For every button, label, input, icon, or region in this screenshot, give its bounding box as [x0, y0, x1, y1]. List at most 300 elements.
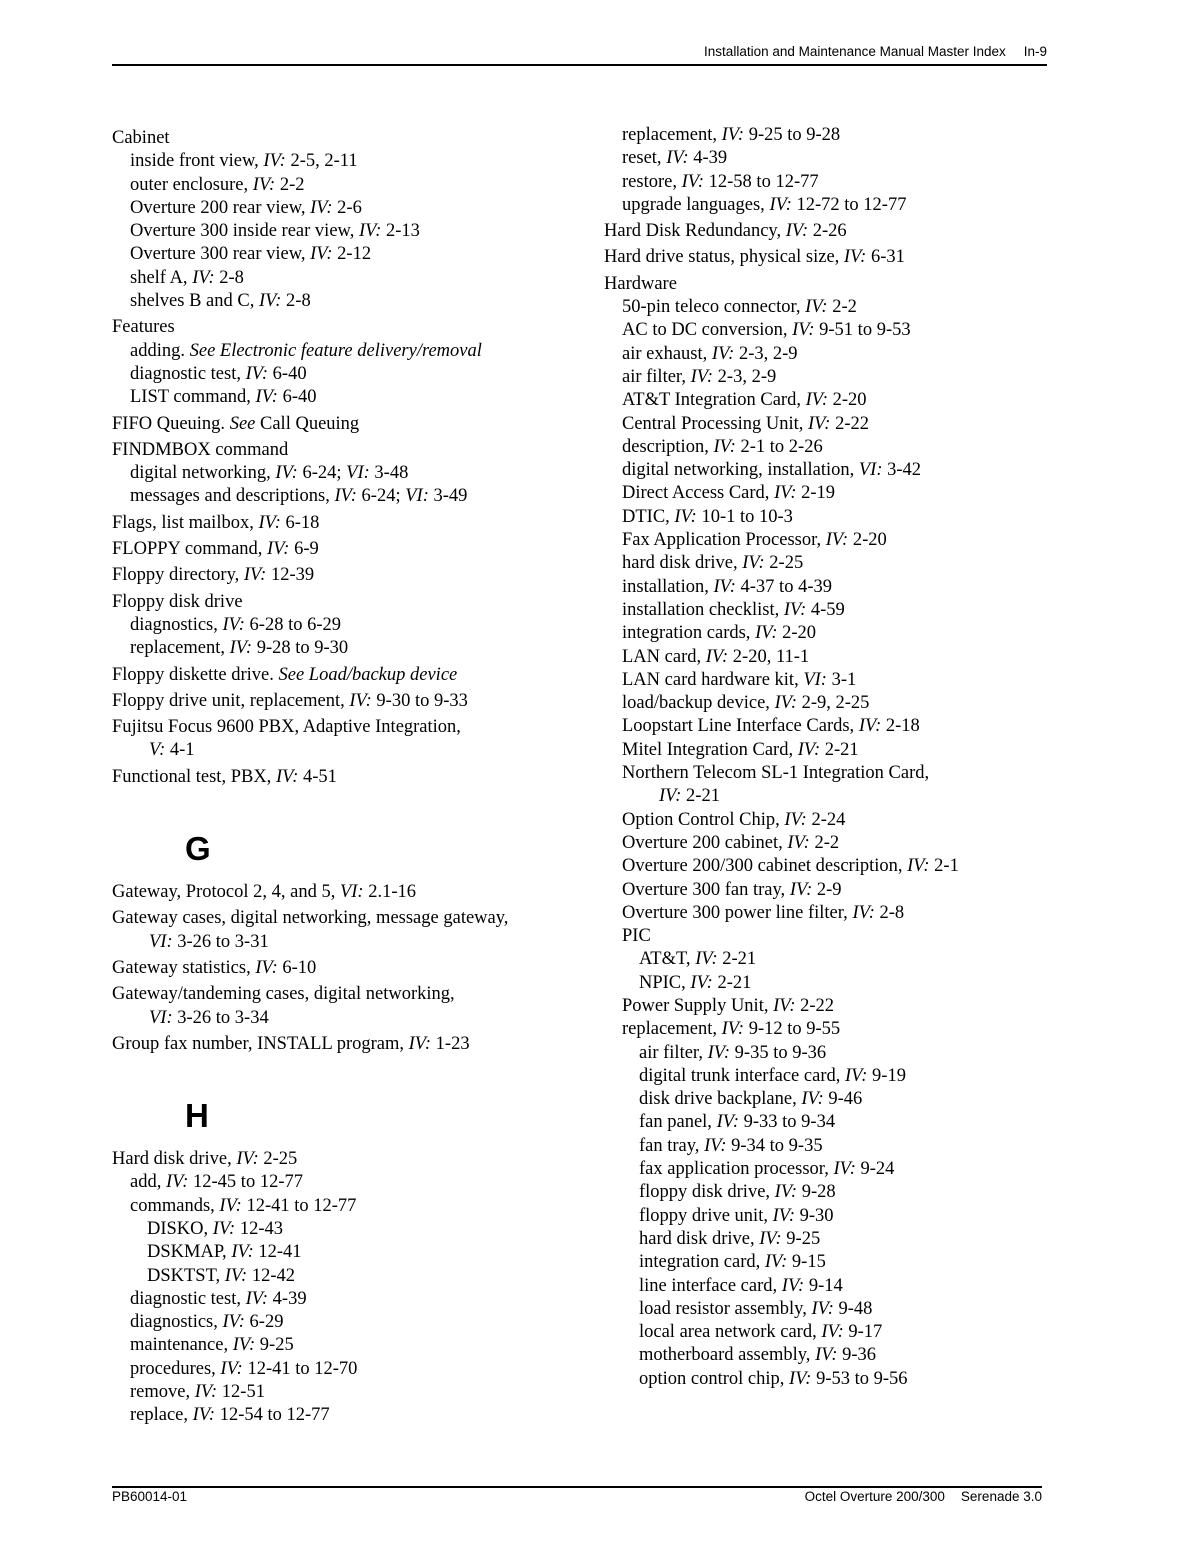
index-entry — [112, 340, 582, 363]
index-entry — [604, 1042, 1034, 1065]
entry-page-ref: 4-51 — [298, 766, 337, 787]
entry-page-ref: 12-58 to 12-77 — [704, 171, 819, 192]
entry-term: PIC — [622, 926, 651, 947]
entry-term: air filter, — [622, 366, 691, 387]
entry-term: Overture 200 cabinet, — [622, 832, 788, 853]
entry-term: Overture 300 rear view, — [130, 244, 311, 265]
entry-page-ref: 9-53 to 9-56 — [811, 1368, 908, 1389]
entry-term: Hardware — [604, 273, 677, 294]
entry-term: replacement, — [622, 1019, 722, 1040]
index-entry — [112, 637, 582, 660]
entry-term: Gateway statistics, — [112, 957, 256, 978]
index-entry — [112, 564, 582, 587]
entry-volume: IV: — [255, 957, 278, 978]
entry-page-ref: 4-37 to 4-39 — [735, 576, 832, 597]
entry-volume: IV: — [222, 1312, 245, 1333]
entry-volume: IV: — [805, 297, 828, 318]
entry-term: LIST command, — [130, 387, 256, 408]
index-entry — [604, 1275, 1034, 1298]
entry-page-ref: 9-51 to 9-53 — [814, 320, 911, 341]
entry-volume: IV: — [165, 1172, 189, 1193]
entry-volume: IV: — [907, 856, 930, 877]
entry-term: Features — [112, 317, 175, 338]
entry-page-ref: 2-24 — [806, 809, 846, 830]
entry-term: load/backup device, — [622, 693, 775, 714]
entry-volume: IV: — [784, 809, 807, 830]
index-entry — [604, 552, 1034, 575]
index-entry — [112, 220, 582, 243]
index-entry — [112, 591, 582, 614]
entry-term: Direct Access Card, — [622, 483, 775, 504]
entry-volume: IV: — [811, 1298, 834, 1319]
entry-term: air exhaust, — [622, 343, 712, 364]
index-entry-continuation — [604, 785, 1034, 808]
entry-term: remove, — [130, 1382, 195, 1403]
entry-volume: IV: — [821, 1322, 844, 1343]
index-entry — [604, 1205, 1034, 1228]
entry-page-ref: 6-10 — [277, 957, 317, 978]
entry-term: Overture 300 fan tray, — [622, 879, 790, 900]
entry-term: fan tray, — [639, 1135, 705, 1156]
entry-volume: VI: — [346, 463, 370, 484]
index-entry — [604, 925, 1034, 948]
entry-volume: IV: — [815, 1345, 838, 1366]
index-entry — [604, 171, 1034, 194]
entry-page-ref: 2-19 — [796, 483, 836, 504]
entry-page-ref: 4-1 — [165, 740, 195, 761]
entry-volume: IV: — [721, 125, 745, 145]
entry-volume: IV: — [212, 1218, 236, 1239]
entry-term: digital trunk interface card, — [639, 1065, 845, 1086]
entry-page-ref: 2-13 — [381, 221, 420, 242]
entry-volume: IV: — [334, 486, 357, 507]
entry-page-ref: 2-21 — [717, 949, 757, 970]
entry-term: DSKMAP, — [147, 1242, 232, 1263]
index-entry — [112, 512, 582, 535]
entry-volume: VI: — [149, 931, 173, 952]
entry-page-ref: 9-24 — [855, 1159, 895, 1180]
entry-volume: IV: — [222, 614, 245, 635]
index-entry-continuation — [112, 931, 582, 954]
index-entry — [112, 197, 582, 220]
entry-page-ref: 6-24; — [356, 486, 406, 507]
entry-volume: IV: — [772, 1205, 796, 1226]
index-entry — [604, 413, 1034, 436]
index-entry — [112, 267, 582, 290]
index-entry — [604, 902, 1034, 925]
entry-term: add, — [130, 1172, 166, 1193]
entry-term: FLOPPY command, — [112, 539, 268, 560]
entry-page-ref: 12-54 to 12-77 — [215, 1405, 330, 1426]
index-entry — [112, 386, 582, 409]
index-entry — [604, 995, 1034, 1018]
entry-term: description, — [622, 436, 714, 457]
entry-term: Hard Disk Redundancy, — [604, 221, 786, 242]
entry-volume: VI: — [149, 1007, 173, 1028]
index-entry — [604, 1344, 1034, 1367]
entry-volume: IV: — [220, 1358, 243, 1379]
index-entry — [112, 485, 582, 508]
entry-page-ref: 9-28 — [797, 1182, 836, 1203]
index-entry — [112, 907, 582, 930]
entry-volume: IV: — [792, 320, 815, 341]
entry-page-ref: 9-33 to 9-34 — [738, 1112, 836, 1133]
entry-page-ref: 12-45 to 12-77 — [188, 1172, 303, 1193]
entry-term: Hard disk drive, — [112, 1149, 237, 1170]
index-entry — [604, 972, 1034, 995]
index-entry — [112, 716, 582, 739]
entry-page-ref: 2-8 — [281, 291, 311, 312]
entry-volume: IV: — [707, 1042, 731, 1063]
index-entry — [604, 147, 1034, 170]
entry-page-ref: 3-49 — [428, 486, 468, 507]
entry-volume: IV: — [805, 390, 829, 411]
index-entry — [604, 124, 1034, 147]
entry-page-ref: 6-29 — [244, 1312, 284, 1333]
index-entry — [112, 690, 582, 713]
entry-term: replacement, — [130, 638, 230, 659]
entry-volume: IV: — [759, 1228, 782, 1249]
header-page-number: In-9 — [1023, 44, 1047, 59]
entry-volume: IV: — [852, 902, 875, 923]
entry-volume: IV: — [769, 194, 792, 215]
entry-term: DISKO, — [147, 1218, 213, 1239]
entry-page-ref: 2-3, 2-9 — [713, 366, 777, 387]
entry-term: Option Control Chip, — [622, 809, 785, 830]
entry-term: Floppy disk drive — [112, 591, 243, 612]
entry-term: NPIC, — [639, 972, 691, 993]
entry-term: 50-pin teleco connector, — [622, 297, 806, 318]
index-entry — [604, 646, 1034, 669]
index-entry — [604, 1088, 1034, 1111]
index-entry — [604, 739, 1034, 762]
entry-term: shelves B and C, — [130, 291, 259, 312]
entry-page-ref: 2-8 — [214, 267, 244, 288]
footer-version: Serenade 3.0 — [960, 1489, 1042, 1504]
entry-term: Flags, list mailbox, — [112, 512, 259, 533]
entry-volume: IV: — [674, 506, 697, 527]
entry-page-ref: 9-19 — [867, 1065, 906, 1086]
entry-term: Northern Telecom SL-1 Integration Card, — [622, 763, 930, 784]
entry-page-ref: 9-12 to 9-55 — [744, 1019, 841, 1040]
entry-volume: IV: — [785, 221, 809, 242]
entry-volume: See Load/backup device — [278, 664, 458, 685]
entry-volume: IV: — [245, 363, 269, 384]
entry-volume: IV: — [764, 1252, 788, 1273]
entry-page-ref: 2-6 — [332, 197, 362, 218]
entry-term: Cabinet — [112, 128, 170, 148]
entry-term: procedures, — [130, 1358, 221, 1379]
index-entry — [112, 1288, 582, 1311]
entry-term: Floppy drive unit, replacement, — [112, 690, 350, 711]
index-entry — [604, 948, 1034, 971]
entry-volume: VI: — [405, 486, 429, 507]
entry-volume: IV: — [659, 786, 682, 807]
entry-volume: IV: — [310, 244, 333, 265]
entry-term: diagnostic test, — [130, 1288, 246, 1309]
index-entry — [604, 879, 1034, 902]
entry-volume: IV: — [773, 995, 796, 1016]
entry-page-ref: 3-26 to 3-31 — [172, 931, 269, 952]
index-entry — [604, 762, 1034, 785]
index-entry — [112, 363, 582, 386]
entry-page-ref: 2-2 — [809, 832, 840, 853]
index-entry — [112, 1265, 582, 1288]
entry-volume: IV: — [742, 553, 765, 574]
entry-term: Floppy directory, — [112, 565, 244, 586]
index-entry — [112, 1404, 582, 1427]
entry-page-ref: 12-39 — [266, 565, 315, 586]
entry-volume: IV: — [716, 1112, 739, 1133]
entry-term: LAN card hardware kit, — [622, 669, 804, 690]
entry-volume: IV: — [236, 1149, 259, 1170]
entry-page-ref: 9-34 to 9-35 — [726, 1135, 823, 1156]
entry-volume: IV: — [711, 343, 735, 364]
entry-term: Fujitsu Focus 9600 PBX, Adaptive Integration, — [112, 717, 461, 738]
entry-term: Mitel Integration Card, — [622, 739, 798, 760]
index-column-left — [112, 124, 582, 1428]
entry-volume: IV: — [787, 832, 810, 853]
index-entry — [604, 319, 1034, 342]
entry-page-ref: 2-18 — [881, 716, 920, 737]
entry-volume: IV: — [232, 1335, 256, 1356]
entry-page-ref: 12-41 — [253, 1242, 302, 1263]
index-entry — [112, 1358, 582, 1381]
entry-term: Overture 200/300 cabinet description, — [622, 856, 908, 877]
entry-page-ref: Call Queuing — [255, 413, 360, 434]
index-entry — [112, 957, 582, 980]
page-header — [112, 44, 1047, 66]
entry-page-ref: 2.1-16 — [363, 882, 416, 903]
entry-volume: IV: — [224, 1265, 248, 1286]
entry-volume: IV: — [713, 436, 736, 457]
entry-page-ref: 2-22 — [830, 413, 869, 434]
index-entry — [112, 243, 582, 266]
entry-volume: IV: — [258, 291, 282, 312]
index-entry — [604, 389, 1034, 412]
entry-page-ref: 2-21 — [712, 972, 752, 993]
entry-volume: IV: — [789, 879, 813, 900]
entry-term: Gateway cases, digital networking, message gateway, — [112, 908, 509, 929]
entry-term: AC to DC conversion, — [622, 320, 793, 341]
entry-term: FINDMBOX command — [112, 439, 289, 460]
index-entry — [112, 1311, 582, 1334]
entry-page-ref: 3-26 to 3-34 — [172, 1007, 269, 1028]
index-entry — [604, 576, 1034, 599]
entry-page-ref: 2-1 to 2-26 — [735, 436, 823, 457]
entry-volume: See — [229, 413, 256, 434]
entry-volume: IV: — [192, 1405, 216, 1426]
entry-term: maintenance, — [130, 1335, 233, 1356]
entry-volume: IV: — [843, 247, 867, 268]
entry-volume: IV: — [774, 1182, 798, 1203]
entry-page-ref: 3-42 — [882, 460, 922, 481]
entry-term: load resistor assembly, — [639, 1298, 812, 1319]
index-entry — [604, 529, 1034, 552]
entry-volume: IV: — [358, 221, 382, 242]
entry-volume: IV: — [755, 623, 778, 644]
index-entry — [112, 983, 582, 1006]
index-entry — [604, 1111, 1034, 1134]
entry-volume: IV: — [231, 1242, 254, 1263]
entry-volume: IV: — [192, 267, 215, 288]
entry-page-ref: 2-20 — [848, 530, 887, 551]
entry-volume: IV: — [858, 716, 882, 737]
index-entry — [604, 246, 1034, 269]
entry-page-ref: 6-24; — [297, 463, 347, 484]
entry-page-ref: 2-5, 2-11 — [285, 151, 358, 172]
entry-term: Overture 300 inside rear view, — [130, 221, 359, 242]
entry-term: Power Supply Unit, — [622, 995, 774, 1016]
entry-term: hard disk drive, — [639, 1228, 760, 1249]
entry-term: fan panel, — [639, 1112, 717, 1133]
entry-volume: IV: — [695, 949, 718, 970]
entry-term: option control chip, — [639, 1368, 790, 1389]
entry-volume: See Electronic feature delivery/removal — [189, 340, 482, 361]
entry-page-ref: 2-9, 2-25 — [796, 693, 870, 714]
entry-volume: IV: — [844, 1065, 868, 1086]
entry-page-ref: 2-25 — [258, 1149, 298, 1170]
entry-term: outer enclosure, — [130, 174, 253, 195]
index-entry — [112, 1381, 582, 1404]
entry-volume: IV: — [690, 972, 713, 993]
index-entry — [604, 459, 1034, 482]
section-letter-heading: G — [185, 830, 211, 868]
entry-term: adding. — [130, 340, 190, 361]
entry-page-ref: 2-20, 11-1 — [728, 646, 810, 667]
index-entry — [112, 1171, 582, 1194]
entry-page-ref: 12-42 — [247, 1265, 295, 1286]
entry-term: Overture 300 power line filter, — [622, 902, 853, 923]
entry-term: digital networking, — [130, 463, 276, 484]
entry-term: installation checklist, — [622, 599, 784, 620]
index-entry — [112, 1033, 582, 1056]
entry-term: FIFO Queuing. — [112, 413, 230, 434]
entry-page-ref: 9-14 — [804, 1275, 843, 1296]
entry-page-ref: 9-30 to 9-33 — [371, 690, 468, 711]
index-entry — [112, 413, 582, 436]
index-entry — [604, 1298, 1034, 1321]
entry-term: messages and descriptions, — [130, 486, 335, 507]
entry-volume: IV: — [349, 690, 372, 711]
entry-term: line interface card, — [639, 1275, 782, 1296]
entry-page-ref: 9-28 to 9-30 — [252, 638, 349, 659]
entry-term: Central Processing Unit, — [622, 413, 809, 434]
entry-term: LAN card, — [622, 646, 706, 667]
entry-term: Hard drive status, physical size, — [604, 247, 844, 268]
index-entry — [112, 1241, 582, 1264]
index-entry — [604, 1065, 1034, 1088]
entry-volume: IV: — [229, 638, 253, 659]
entry-term: local area network card, — [639, 1322, 822, 1343]
entry-page-ref: 9-25 — [781, 1228, 821, 1249]
entry-page-ref: 12-43 — [235, 1218, 283, 1239]
entry-page-ref: 9-15 — [787, 1252, 826, 1273]
index-entry — [112, 439, 582, 462]
entry-page-ref: 9-25 to 9-28 — [744, 125, 841, 145]
entry-volume: IV: — [833, 1159, 856, 1180]
entry-volume: IV: — [267, 539, 290, 560]
index-entry — [604, 599, 1034, 622]
index-entry — [604, 1368, 1034, 1391]
entry-page-ref: 2-22 — [795, 995, 835, 1016]
index-entry — [604, 366, 1034, 389]
entry-volume: IV: — [801, 1089, 824, 1110]
entry-term: floppy disk drive, — [639, 1182, 775, 1203]
entry-volume: IV: — [194, 1382, 218, 1403]
entry-page-ref: 2-20 — [828, 390, 867, 411]
index-entry — [112, 614, 582, 637]
entry-volume: IV: — [310, 197, 333, 218]
entry-term: Fax Application Processor, — [622, 530, 826, 551]
entry-term: reset, — [622, 148, 667, 169]
entry-page-ref: 6-18 — [280, 512, 320, 533]
entry-page-ref: 12-72 to 12-77 — [791, 194, 907, 215]
index-entry — [604, 809, 1034, 832]
entry-term: diagnostic test, — [130, 363, 246, 384]
entry-term: Loopstart Line Interface Cards, — [622, 716, 859, 737]
entry-term: Gateway/tandeming cases, digital networking, — [112, 984, 455, 1005]
index-entry — [112, 462, 582, 485]
entry-term: restore, — [622, 171, 682, 192]
entry-term: diagnostics, — [130, 1312, 223, 1333]
index-entry — [112, 1148, 582, 1171]
entry-term: fax application processor, — [639, 1159, 834, 1180]
entry-term: installation, — [622, 576, 714, 597]
entry-term: diagnostics, — [130, 614, 223, 635]
index-entry — [112, 290, 582, 313]
entry-page-ref: 9-35 to 9-36 — [730, 1042, 827, 1063]
entry-volume: IV: — [704, 1135, 727, 1156]
index-entry — [112, 881, 582, 904]
index-entry — [112, 150, 582, 173]
index-column-right — [604, 124, 1034, 1391]
entry-volume: IV: — [781, 1275, 805, 1296]
entry-page-ref: 4-39 — [268, 1288, 307, 1309]
entry-volume: IV: — [713, 576, 736, 597]
index-entry — [604, 1135, 1034, 1158]
entry-page-ref: 6-9 — [289, 539, 319, 560]
header-title: Installation and Maintenance Manual Master Index — [704, 44, 1006, 59]
entry-term: Overture 200 rear view, — [130, 197, 311, 218]
index-entry — [112, 174, 582, 197]
entry-volume: IV: — [275, 766, 299, 787]
entry-page-ref: 12-41 to 12-70 — [242, 1358, 358, 1379]
entry-page-ref: 2-8 — [874, 902, 905, 923]
entry-page-ref: 3-48 — [369, 463, 409, 484]
footer-doc-number: PB60014-01 — [112, 1489, 188, 1504]
index-entry — [604, 1181, 1034, 1204]
entry-page-ref: 2-21 — [820, 739, 859, 760]
entry-term: disk drive backplane, — [639, 1089, 802, 1110]
index-entry — [604, 506, 1034, 529]
index-entry — [112, 1218, 582, 1241]
entry-term: Floppy diskette drive. — [112, 664, 279, 685]
entry-volume: IV: — [774, 483, 797, 504]
index-entry — [112, 316, 582, 339]
entry-page-ref: 9-30 — [795, 1205, 834, 1226]
entry-volume: IV: — [783, 599, 807, 620]
index-entry — [112, 1195, 582, 1218]
entry-volume: IV: — [681, 171, 705, 192]
entry-page-ref: 2-3, 2-9 — [734, 343, 798, 364]
index-entry — [604, 1251, 1034, 1274]
footer-product-info — [805, 1489, 1042, 1504]
entry-term: Functional test, PBX, — [112, 766, 276, 787]
entry-page-ref: 9-46 — [823, 1089, 863, 1110]
entry-page-ref: 12-51 — [217, 1382, 265, 1403]
entry-volume: IV: — [245, 1288, 269, 1309]
